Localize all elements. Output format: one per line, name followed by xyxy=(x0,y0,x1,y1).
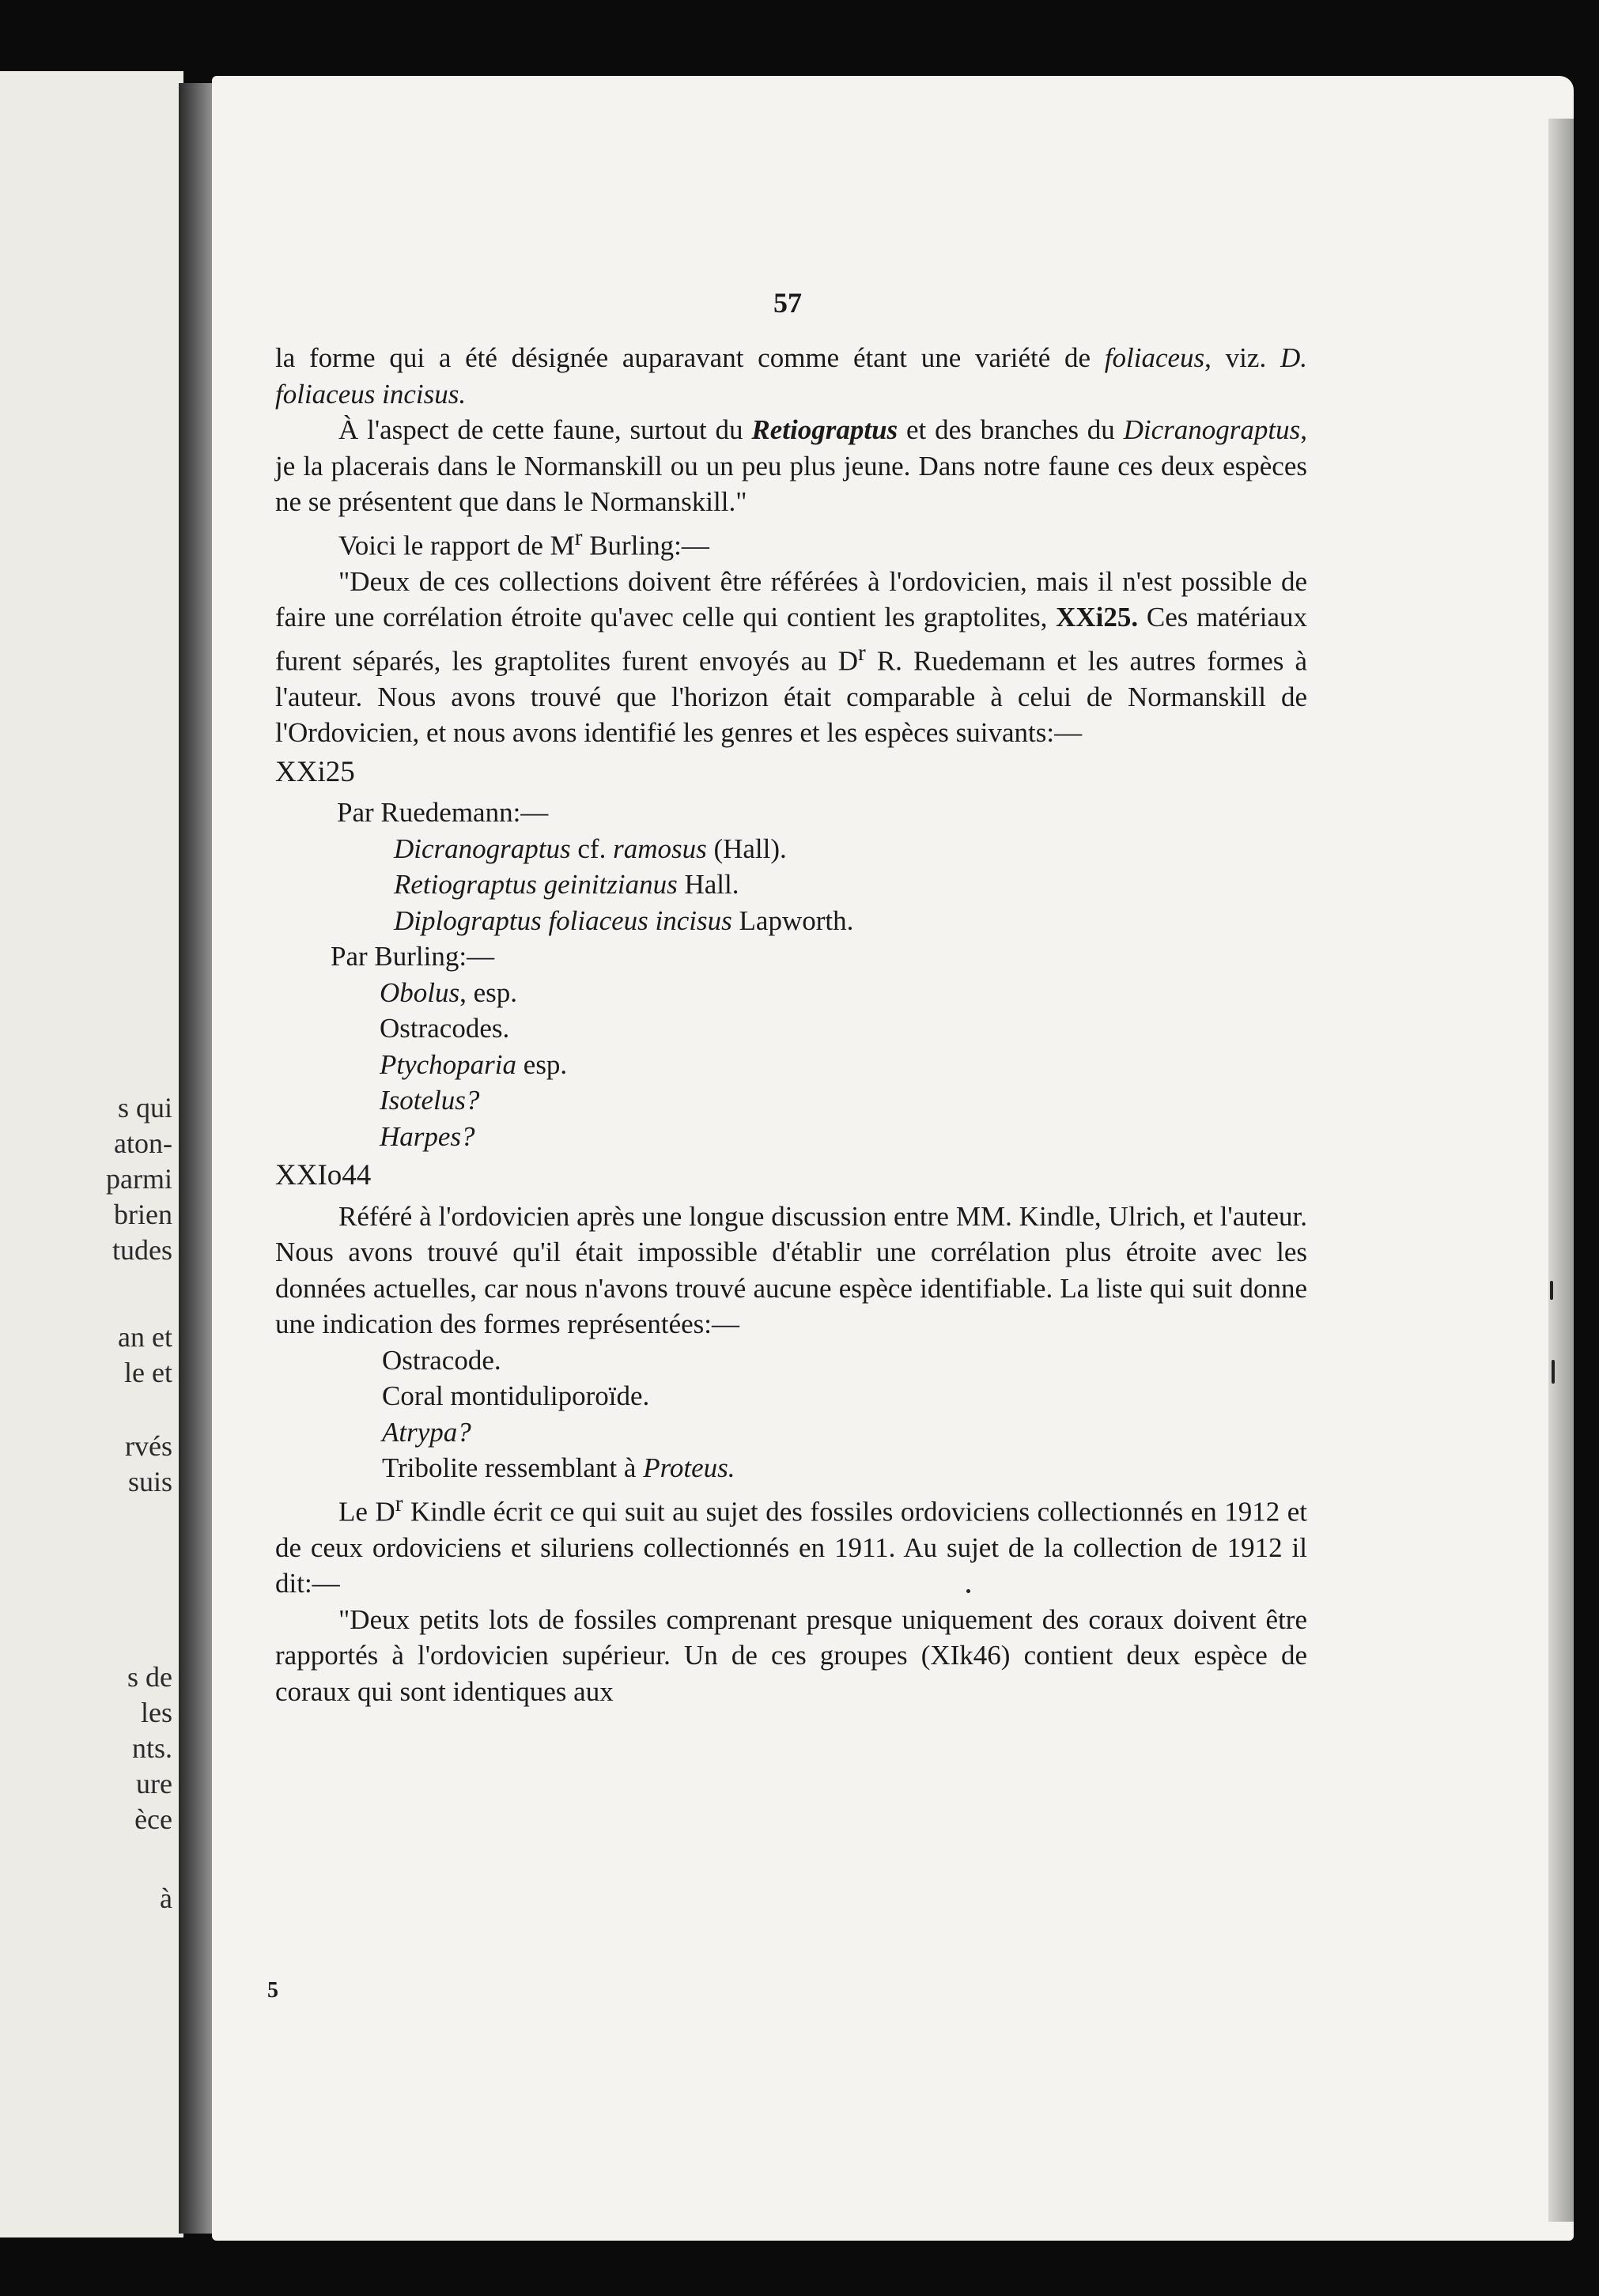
paragraph-4 xyxy=(275,564,1307,751)
left-fragment: à xyxy=(160,1882,172,1914)
text-run: cf. xyxy=(570,833,614,864)
text-run: , je la placerais dans le Normanskill ou un peu plus jeune. Dans notre faune ces deux espèces ne se présentent que dans le Normanskill." xyxy=(275,414,1307,517)
superscript: r xyxy=(395,1490,403,1516)
italic-term: Diplograptus foliaceus incisus xyxy=(394,904,732,936)
left-fragment: brien xyxy=(114,1199,172,1230)
italic-term: Atrypa? xyxy=(382,1416,471,1448)
species-item xyxy=(275,975,1307,1011)
left-fragment: suis xyxy=(127,1466,172,1497)
italic-term: D. foliaceus incisus. xyxy=(275,342,1307,410)
text-run: "Deux de ces collections doivent être référées à l'ordovicien, mais il n'est possible de faire une corrélation étroite qu'avec celle qui contient les graptolites, xyxy=(275,565,1307,633)
superscript: r xyxy=(858,640,866,666)
left-fragment: s qui xyxy=(117,1092,172,1123)
left-fragment: nts. xyxy=(131,1732,172,1764)
page-number: 57 xyxy=(773,287,802,319)
paragraph-5: Référé à l'ordovicien après une longue discussion entre MM. Kindle, Ulrich, et l'auteur. Nous avons trouvé qu'il était impossible d'établir une corrélation plus étroite avec les données actuelles, car nous n'avons trouvé aucune espèce identifiable. La liste qui suit donne une indication des formes représentées:— xyxy=(275,1200,1307,1340)
section-heading-xxio44: XXIo44 xyxy=(275,1159,372,1192)
species-item xyxy=(275,903,1307,939)
left-fragment: tudes xyxy=(112,1234,172,1266)
specimen-code: XXi25. xyxy=(1056,602,1139,633)
book-gutter xyxy=(179,83,215,2234)
text-run: , viz. xyxy=(1204,342,1280,373)
species-item xyxy=(275,1010,1307,1047)
text-run: Ostracode. xyxy=(382,1344,501,1376)
page-right-edge xyxy=(1548,119,1574,2222)
form-item xyxy=(275,1450,1307,1486)
text-run: Le D xyxy=(338,1496,395,1528)
italic-term: Retiograptus xyxy=(751,414,898,445)
italic-term: Proteus. xyxy=(643,1452,735,1484)
species-item xyxy=(275,831,1307,867)
text-run: Hall. xyxy=(677,869,739,901)
species-item xyxy=(275,867,1307,903)
italic-term: Dicranograptus xyxy=(1123,414,1301,445)
italic-term: Ptychoparia xyxy=(380,1048,517,1080)
text-run: Kindle écrit ce qui suit au sujet des fossiles ordoviciens collectionnés en 1912 et de ceux ordoviciens et siluriens collectionnés en 1911. Au sujet de la collection de 1912 il dit:— xyxy=(275,1496,1307,1599)
text-run: Voici le rapport de M xyxy=(338,530,575,561)
left-fragment: ure xyxy=(136,1768,172,1799)
left-fragment: aton- xyxy=(114,1127,172,1159)
paragraph-1 xyxy=(275,340,1307,412)
species-item xyxy=(275,1047,1307,1083)
text-run: Tribolite ressemblant à xyxy=(382,1452,644,1484)
left-page-text-fragments xyxy=(0,71,183,2237)
italic-term: ramosus xyxy=(613,833,707,864)
left-fragment: rvés xyxy=(125,1430,172,1462)
signature-mark: 5 xyxy=(267,1978,278,2003)
text-run: Ostracodes. xyxy=(380,1013,510,1044)
left-fragment: parmi xyxy=(106,1163,172,1195)
text-run: À l'aspect de cette faune, surtout du xyxy=(338,414,752,445)
italic-term: Dicranograptus xyxy=(394,833,571,864)
superscript: r xyxy=(574,524,583,550)
left-fragment: èce xyxy=(134,1803,172,1835)
paragraph-3 xyxy=(275,520,1307,564)
ink-speck xyxy=(1550,1281,1553,1300)
italic-term: Obolus xyxy=(380,976,460,1008)
section-heading-xxi25: XXi25 xyxy=(275,755,355,788)
page-body xyxy=(275,340,1307,1709)
text-run: la forme qui a été désignée auparavant comme étant une variété de xyxy=(275,342,1105,373)
text-run: Coral montiduliporoïde. xyxy=(382,1380,650,1412)
text-run: (Hall). xyxy=(706,833,787,864)
text-run: , esp. xyxy=(459,976,518,1008)
by-ruedemann-label: Par Ruedemann:— xyxy=(337,797,549,829)
italic-term: Retiograptus geinitzianus xyxy=(394,869,678,901)
species-item xyxy=(275,1082,1307,1119)
text-run: esp. xyxy=(516,1048,568,1080)
italic-term: Harpes? xyxy=(380,1120,475,1152)
left-fragment: an et xyxy=(118,1321,172,1353)
ink-speck xyxy=(1552,1360,1555,1384)
paragraph-7: "Deux petits lots de fossiles comprenant presque uniquement des coraux doivent être rapportés à l'ordovicien supérieur. Un de ces groupes (XIk46) contient deux espèce de coraux qui sont identiques aux xyxy=(275,1603,1307,1707)
text-run: et des branches du xyxy=(898,414,1124,445)
left-fragment: s de xyxy=(127,1661,172,1693)
text-run: Burling:— xyxy=(582,530,709,561)
form-item xyxy=(275,1342,1307,1379)
text-run: Ces matériaux furent séparés, les graptolites furent envoyés au D xyxy=(275,602,1308,677)
left-facing-page xyxy=(0,71,183,2237)
form-item xyxy=(275,1414,1307,1451)
paragraph-6 xyxy=(275,1486,1307,1602)
italic-term: Isotelus? xyxy=(380,1085,480,1116)
left-fragment: le et xyxy=(124,1357,172,1388)
species-item xyxy=(275,1119,1307,1155)
text-run: Lapworth. xyxy=(731,904,854,936)
left-fragment: les xyxy=(141,1697,172,1728)
text-run: R. Ruedemann et les autres formes à l'auteur. Nous avons trouvé que l'horizon était comparable à celui de Normanskill de l'Ordovicien, et nous avons identifié les genres et les espèces suivants:— xyxy=(275,645,1307,749)
ink-speck xyxy=(966,1589,970,1593)
italic-term: foliaceus xyxy=(1104,342,1205,373)
by-burling-label: Par Burling:— xyxy=(331,941,495,972)
paragraph-2 xyxy=(275,412,1307,520)
form-item xyxy=(275,1378,1307,1414)
